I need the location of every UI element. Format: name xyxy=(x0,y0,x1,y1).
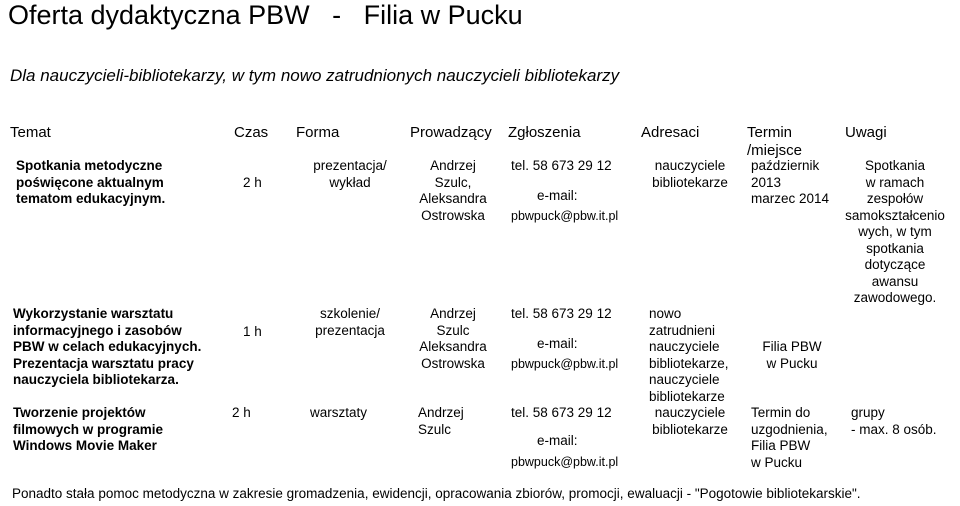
page-subtitle: Dla nauczycieli-bibliotekarzy, w tym nowo zatrudnionych nauczycieli bibliotekarzy xyxy=(10,66,620,85)
row2-czas: 1 h xyxy=(243,324,262,339)
row1-forma: prezentacja/ wykład xyxy=(313,158,387,190)
row3-adresaci: nauczyciele bibliotekarze xyxy=(652,405,728,437)
header-uwagi: Uwagi xyxy=(845,124,887,141)
row2-email-label: e-mail: xyxy=(537,336,578,351)
row1-prowadzacy: Andrzej Szulc, Aleksandra Ostrowska xyxy=(419,158,487,223)
header-termin: Termin /miejsce xyxy=(747,124,803,159)
row1-termin: październik 2013 marzec 2014 xyxy=(751,158,830,206)
row3-prowadzacy: Andrzej Szulc xyxy=(418,405,464,437)
header-czas: Czas xyxy=(234,124,269,141)
row2-temat: Wykorzystanie warsztatu informacyjnego i zasobów PBW w celach edukacyjnych. Prezentacja warsztatu pracy nauczyciela bibliotekarza. xyxy=(13,306,202,387)
row3-uwagi: grupy - max. 8 osób. xyxy=(851,405,937,437)
header-forma: Forma xyxy=(296,124,340,141)
row3-forma: warsztaty xyxy=(310,405,368,420)
header-prowadzacy: Prowadzący xyxy=(410,124,492,141)
row2-forma: szkolenie/ prezentacja xyxy=(315,306,385,338)
row2-email[interactable]: pbwpuck@pbw.it.pl xyxy=(511,357,619,371)
row1-temat: Spotkania metodyczne poświęcone aktualnym tematom edukacyjnym. xyxy=(16,158,166,206)
row1-email-label: e-mail: xyxy=(537,188,578,203)
header-zgloszenia: Zgłoszenia xyxy=(508,124,581,141)
row1-email[interactable]: pbwpuck@pbw.it.pl xyxy=(511,209,619,223)
header-adresaci: Adresaci xyxy=(641,124,700,141)
row2-prowadzacy: Andrzej Szulc Aleksandra Ostrowska xyxy=(419,306,487,371)
header-temat: Temat xyxy=(10,124,51,141)
footer-note: Ponadto stała pomoc metodyczna w zakresie gromadzenia, ewidencji, opracowania zbiorów, promocji, ewaluacji - "Pogotowie bibliotekarskie". xyxy=(12,486,861,501)
row3-temat: Tworzenie projektów filmowych w programie Windows Movie Maker xyxy=(13,405,164,453)
row3-email[interactable]: pbwpuck@pbw.it.pl xyxy=(511,455,619,469)
row3-termin: Termin do uzgodnienia, Filia PBW w Pucku xyxy=(751,405,828,470)
row1-adresaci: nauczyciele bibliotekarze xyxy=(652,158,728,190)
row2-termin: Filia PBW w Pucku xyxy=(762,339,822,371)
row3-czas: 2 h xyxy=(232,405,251,420)
row1-tel: tel. 58 673 29 12 xyxy=(511,158,612,173)
page-title: Oferta dydaktyczna PBW - Filia w Pucku xyxy=(8,0,523,30)
row2-tel: tel. 58 673 29 12 xyxy=(511,306,612,321)
row1-czas: 2 h xyxy=(243,175,262,190)
row1-uwagi: Spotkania w ramach zespołów samokształcenio wych, w tym spotkania dotyczące awansu zawodowego. xyxy=(845,158,945,305)
row2-adresaci: nowo zatrudnieni nauczyciele bibliotekarze, nauczyciele bibliotekarze xyxy=(649,306,729,404)
row3-email-label: e-mail: xyxy=(537,433,578,448)
row3-tel: tel. 58 673 29 12 xyxy=(511,405,612,420)
